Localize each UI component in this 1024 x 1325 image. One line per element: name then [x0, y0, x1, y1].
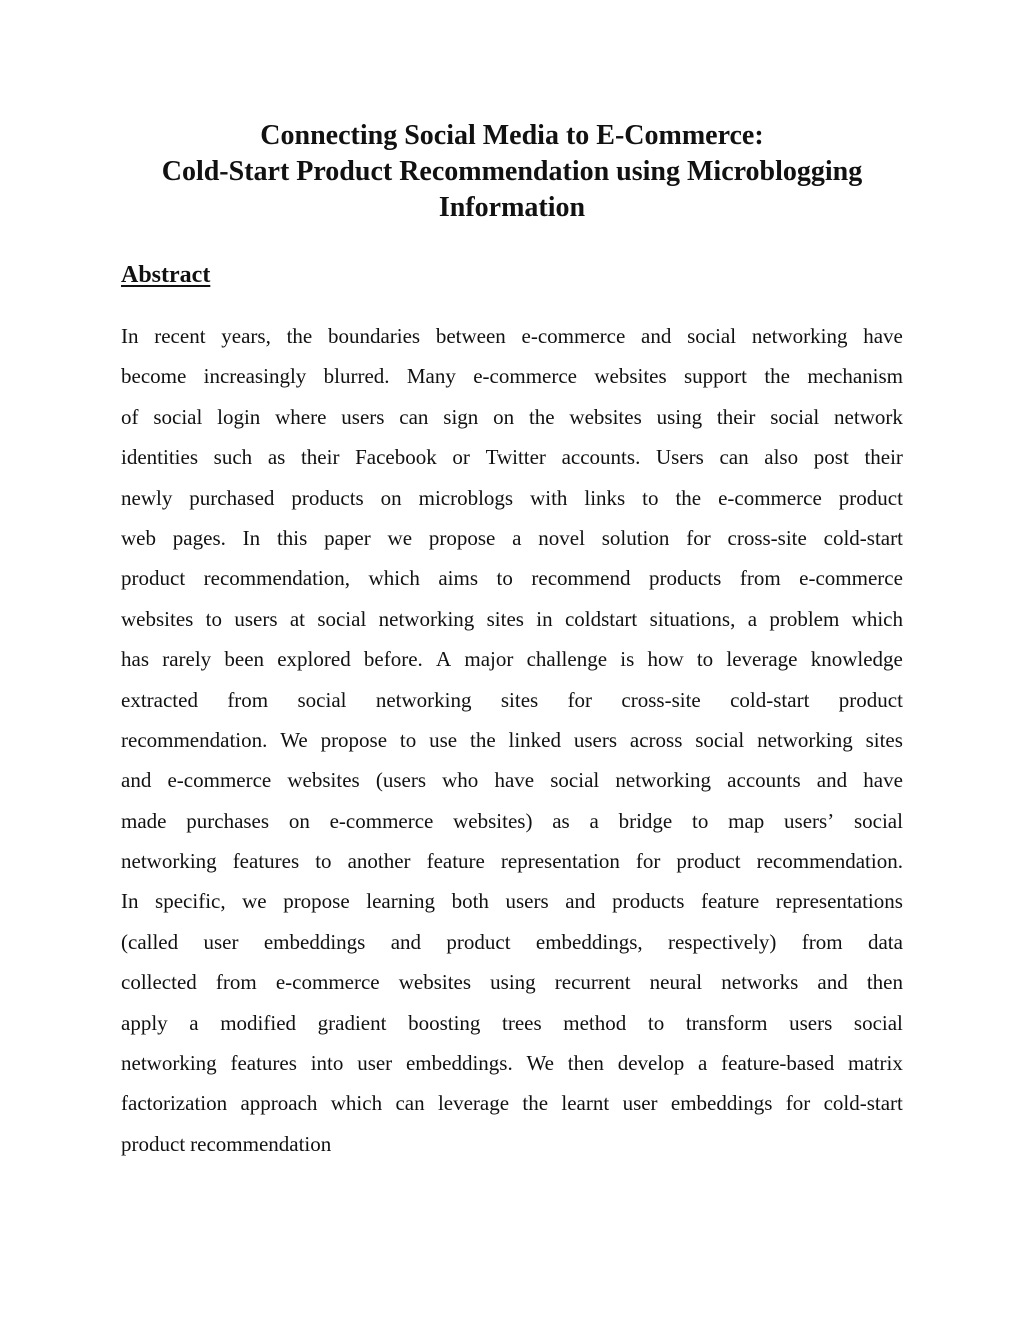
- abstract-line: websites to users at social networking sites in coldstart situations, a problem which: [121, 606, 903, 631]
- abstract-line: identities such as their Facebook or Twitter accounts. Users can also post their: [121, 445, 903, 470]
- paper-title: [100, 118, 924, 226]
- abstract-line: newly purchased products on microblogs with links to the e-commerce product: [121, 485, 903, 510]
- abstract-line: product recommendation: [121, 1131, 332, 1156]
- abstract-body: [121, 318, 903, 1166]
- abstract-line: of social login where users can sign on the websites using their social network: [121, 404, 903, 429]
- abstract-line: networking features to another feature representation for product recommendation.: [121, 849, 903, 874]
- abstract-line: web pages. In this paper we propose a novel solution for cross-site cold-start: [121, 525, 903, 550]
- abstract-line: factorization approach which can leverage the learnt user embeddings for cold-start: [121, 1091, 903, 1116]
- abstract-line: apply a modified gradient boosting trees method to transform users social: [121, 1010, 903, 1035]
- abstract-line: collected from e-commerce websites using recurrent neural networks and then: [121, 970, 903, 995]
- abstract-line: In recent years, the boundaries between e-commerce and social networking have: [121, 324, 903, 348]
- abstract-line: has rarely been explored before. A major challenge is how to leverage knowledge: [121, 647, 903, 672]
- abstract-line: In specific, we propose learning both users and products feature representations: [121, 889, 903, 914]
- title-line-1: Connecting Social Media to E-Commerce:: [260, 120, 764, 151]
- abstract-line: recommendation. We propose to use the linked users across social networking sites: [121, 727, 903, 752]
- abstract-line: extracted from social networking sites for cross-site cold-start product: [121, 687, 903, 712]
- title-line-2: Cold-Start Product Recommendation using Microblogging: [161, 156, 863, 187]
- title-line-3: Information: [438, 192, 586, 223]
- abstract-line: networking features into user embeddings. We then develop a feature-based matrix: [121, 1051, 903, 1076]
- abstract-line: made purchases on e-commerce websites) as a bridge to map users’ social: [121, 808, 903, 833]
- abstract-heading: Abstract: [121, 262, 211, 288]
- abstract-line: product recommendation, which aims to recommend products from e-commerce: [121, 566, 903, 591]
- abstract-line: (called user embeddings and product embeddings, respectively) from data: [121, 929, 903, 954]
- abstract-line: and e-commerce websites (users who have social networking accounts and have: [121, 768, 903, 793]
- abstract-line: become increasingly blurred. Many e-commerce websites support the mechanism: [121, 364, 903, 389]
